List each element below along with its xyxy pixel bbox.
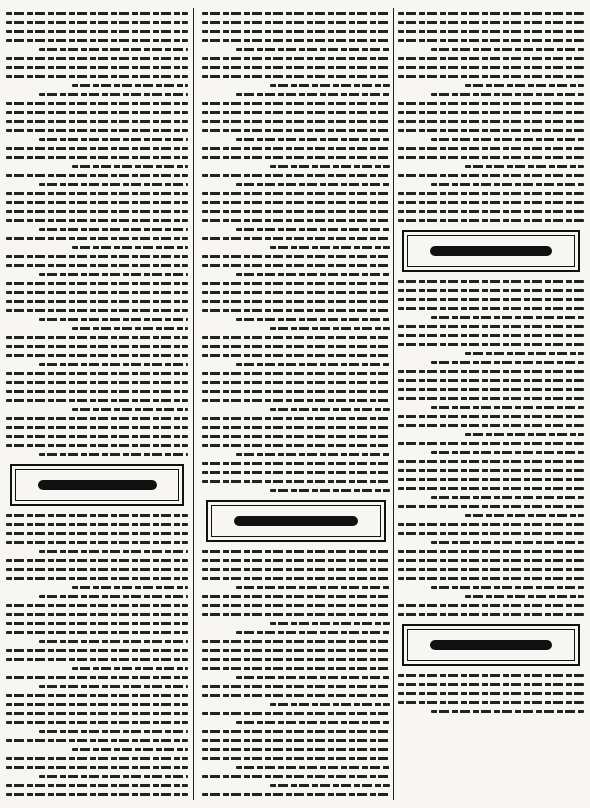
text-line — [202, 417, 390, 420]
text-line — [398, 192, 584, 195]
text-line — [6, 739, 188, 742]
text-line — [6, 721, 188, 724]
text-line — [398, 379, 584, 382]
text-line — [39, 93, 188, 96]
text-line — [236, 183, 390, 186]
text-line — [6, 129, 188, 132]
text-line — [398, 30, 584, 33]
text-line — [431, 316, 584, 319]
heading-anajeel — [402, 624, 580, 666]
text-line — [6, 444, 188, 447]
text-line — [202, 39, 390, 42]
text-line — [6, 568, 188, 571]
text-line — [6, 381, 188, 384]
text-line — [6, 66, 188, 69]
text-line — [398, 343, 584, 346]
text-line — [202, 174, 390, 177]
text-line — [236, 453, 390, 456]
text-line — [6, 559, 188, 562]
text-line — [398, 460, 584, 463]
text-line — [202, 775, 390, 778]
text-line — [398, 424, 584, 427]
text-line — [202, 237, 390, 240]
text-line — [398, 478, 584, 481]
text-line — [465, 595, 584, 598]
text-line — [202, 471, 390, 474]
text-line — [6, 147, 188, 150]
text-line — [398, 66, 584, 69]
text-line — [202, 282, 390, 285]
text-line — [202, 390, 390, 393]
text-line — [202, 192, 390, 195]
text-line — [6, 219, 188, 222]
text-line — [6, 192, 188, 195]
text-line — [398, 129, 584, 132]
heading-ved — [10, 464, 184, 506]
text-line — [202, 102, 390, 105]
heading-bible — [206, 500, 386, 542]
text-line — [202, 300, 390, 303]
text-line — [39, 640, 188, 643]
middle-top-text — [202, 12, 390, 492]
right-top-text — [398, 12, 584, 222]
text-line — [398, 298, 584, 301]
text-line — [39, 318, 188, 321]
text-line — [270, 489, 390, 492]
text-line — [202, 21, 390, 24]
text-line — [6, 532, 188, 535]
text-line — [398, 210, 584, 213]
text-line — [202, 462, 390, 465]
text-line — [398, 325, 584, 328]
text-line — [202, 147, 390, 150]
text-line — [72, 84, 188, 87]
text-line — [236, 586, 390, 589]
text-line — [72, 327, 188, 330]
text-line — [6, 541, 188, 544]
text-line — [398, 532, 584, 535]
text-line — [398, 397, 584, 400]
text-line — [398, 550, 584, 553]
text-line — [398, 674, 584, 677]
text-line — [202, 577, 390, 580]
text-line — [72, 408, 188, 411]
text-line — [6, 372, 188, 375]
text-line — [236, 93, 390, 96]
text-line — [398, 156, 584, 159]
text-line — [202, 793, 390, 796]
text-line — [236, 318, 390, 321]
text-line — [431, 496, 584, 499]
middle-bottom-text — [202, 550, 390, 796]
text-line — [39, 273, 188, 276]
text-line — [202, 730, 390, 733]
text-line — [202, 613, 390, 616]
text-line — [236, 766, 390, 769]
text-line — [6, 676, 188, 679]
text-line — [202, 694, 390, 697]
text-line — [465, 352, 584, 355]
text-line — [202, 649, 390, 652]
text-line — [431, 586, 584, 589]
text-line — [6, 658, 188, 661]
text-line — [6, 120, 188, 123]
text-line — [431, 183, 584, 186]
text-line — [236, 721, 390, 724]
text-line — [6, 435, 188, 438]
text-line — [398, 39, 584, 42]
column-right — [398, 6, 584, 802]
text-line — [6, 111, 188, 114]
text-line — [465, 514, 584, 517]
text-line — [72, 246, 188, 249]
text-line — [236, 48, 390, 51]
text-line — [202, 309, 390, 312]
text-line — [202, 757, 390, 760]
text-line — [39, 595, 188, 598]
text-line — [6, 613, 188, 616]
text-line — [398, 523, 584, 526]
text-line — [6, 757, 188, 760]
text-line — [202, 640, 390, 643]
text-line — [6, 604, 188, 607]
text-line — [202, 129, 390, 132]
text-line — [202, 345, 390, 348]
text-line — [236, 138, 390, 141]
text-line — [72, 165, 188, 168]
text-line — [6, 75, 188, 78]
text-line — [6, 622, 188, 625]
text-line — [39, 228, 188, 231]
text-line — [6, 39, 188, 42]
text-line — [202, 372, 390, 375]
text-line — [6, 102, 188, 105]
text-line — [39, 550, 188, 553]
text-line — [270, 784, 390, 787]
text-line — [202, 111, 390, 114]
text-line — [6, 703, 188, 706]
text-line — [72, 748, 188, 751]
heading-ink — [38, 480, 157, 490]
left-top-text — [6, 12, 188, 456]
text-line — [270, 622, 390, 625]
column-divider — [393, 8, 394, 800]
text-line — [398, 12, 584, 15]
text-line — [202, 748, 390, 751]
text-line — [39, 48, 188, 51]
text-line — [6, 399, 188, 402]
text-line — [39, 730, 188, 733]
text-line — [270, 246, 390, 249]
left-bottom-text — [6, 514, 188, 802]
text-line — [202, 604, 390, 607]
text-line — [6, 336, 188, 339]
text-line — [6, 300, 188, 303]
text-line — [398, 613, 584, 616]
text-line — [398, 683, 584, 686]
text-line — [202, 559, 390, 562]
text-line — [465, 433, 584, 436]
text-line — [202, 399, 390, 402]
text-line — [6, 390, 188, 393]
text-line — [72, 586, 188, 589]
text-line — [6, 309, 188, 312]
text-line — [431, 93, 584, 96]
text-line — [398, 174, 584, 177]
text-line — [202, 291, 390, 294]
text-line — [202, 66, 390, 69]
text-line — [236, 228, 390, 231]
text-line — [6, 12, 188, 15]
text-line — [6, 354, 188, 357]
text-line — [39, 775, 188, 778]
text-line — [202, 685, 390, 688]
text-line — [6, 291, 188, 294]
text-line — [202, 30, 390, 33]
text-line — [6, 523, 188, 526]
text-line — [6, 264, 188, 267]
text-line — [465, 84, 584, 87]
text-line — [398, 21, 584, 24]
text-line — [236, 676, 390, 679]
text-line — [39, 685, 188, 688]
text-line — [202, 57, 390, 60]
text-line — [398, 57, 584, 60]
text-line — [202, 120, 390, 123]
column-divider — [193, 8, 194, 800]
text-line — [431, 138, 584, 141]
text-line — [72, 667, 188, 670]
text-line — [465, 165, 584, 168]
text-line — [39, 453, 188, 456]
text-line — [398, 487, 584, 490]
text-line — [202, 12, 390, 15]
text-line — [398, 442, 584, 445]
text-line — [398, 111, 584, 114]
text-line — [398, 505, 584, 508]
text-line — [202, 550, 390, 553]
text-line — [398, 102, 584, 105]
text-line — [6, 210, 188, 213]
text-line — [398, 289, 584, 292]
text-line — [398, 388, 584, 391]
text-line — [202, 658, 390, 661]
text-line — [39, 183, 188, 186]
text-line — [270, 703, 390, 706]
text-line — [6, 201, 188, 204]
text-line — [431, 451, 584, 454]
text-line — [236, 631, 390, 634]
text-line — [6, 237, 188, 240]
text-line — [6, 282, 188, 285]
text-line — [6, 30, 188, 33]
column-middle — [202, 6, 390, 802]
text-line — [6, 649, 188, 652]
text-line — [202, 667, 390, 670]
text-line — [398, 604, 584, 607]
text-line — [6, 345, 188, 348]
text-line — [398, 120, 584, 123]
text-line — [431, 710, 584, 713]
text-line — [398, 701, 584, 704]
text-line — [202, 201, 390, 204]
text-line — [270, 408, 390, 411]
text-line — [6, 156, 188, 159]
text-line — [202, 595, 390, 598]
text-line — [236, 363, 390, 366]
text-line — [6, 793, 188, 796]
text-line — [202, 255, 390, 258]
text-line — [398, 219, 584, 222]
text-line — [202, 354, 390, 357]
text-line — [6, 694, 188, 697]
text-line — [398, 692, 584, 695]
text-line — [398, 559, 584, 562]
text-line — [6, 417, 188, 420]
text-line — [398, 201, 584, 204]
text-line — [202, 210, 390, 213]
text-line — [39, 363, 188, 366]
text-line — [6, 21, 188, 24]
heading-ink — [234, 516, 357, 526]
text-line — [431, 361, 584, 364]
text-line — [398, 415, 584, 418]
text-line — [270, 165, 390, 168]
text-line — [6, 57, 188, 60]
heading-ink — [430, 246, 552, 256]
text-line — [431, 48, 584, 51]
text-line — [202, 156, 390, 159]
right-bottom-text — [398, 674, 584, 713]
text-line — [398, 147, 584, 150]
text-line — [398, 307, 584, 310]
text-line — [202, 712, 390, 715]
text-line — [6, 174, 188, 177]
text-line — [6, 426, 188, 429]
text-line — [398, 334, 584, 337]
column-left — [6, 6, 188, 802]
text-line — [202, 219, 390, 222]
heading-ink — [430, 640, 552, 650]
text-line — [202, 381, 390, 384]
text-line — [398, 568, 584, 571]
text-line — [6, 514, 188, 517]
text-line — [202, 426, 390, 429]
text-line — [202, 739, 390, 742]
text-line — [202, 444, 390, 447]
text-line — [6, 766, 188, 769]
text-line — [398, 577, 584, 580]
text-line — [398, 370, 584, 373]
right-mid-text — [398, 280, 584, 616]
text-line — [39, 138, 188, 141]
text-line — [6, 784, 188, 787]
text-line — [202, 435, 390, 438]
text-line — [398, 469, 584, 472]
text-line — [398, 280, 584, 283]
text-line — [431, 406, 584, 409]
text-line — [202, 568, 390, 571]
text-line — [6, 255, 188, 258]
text-line — [6, 577, 188, 580]
text-line — [6, 712, 188, 715]
text-line — [270, 84, 390, 87]
text-line — [398, 75, 584, 78]
heading-ahad-atiq — [402, 230, 580, 272]
text-line — [6, 631, 188, 634]
text-line — [202, 75, 390, 78]
text-line — [431, 541, 584, 544]
text-line — [236, 273, 390, 276]
text-line — [202, 336, 390, 339]
text-line — [270, 327, 390, 330]
text-line — [202, 264, 390, 267]
text-line — [202, 480, 390, 483]
